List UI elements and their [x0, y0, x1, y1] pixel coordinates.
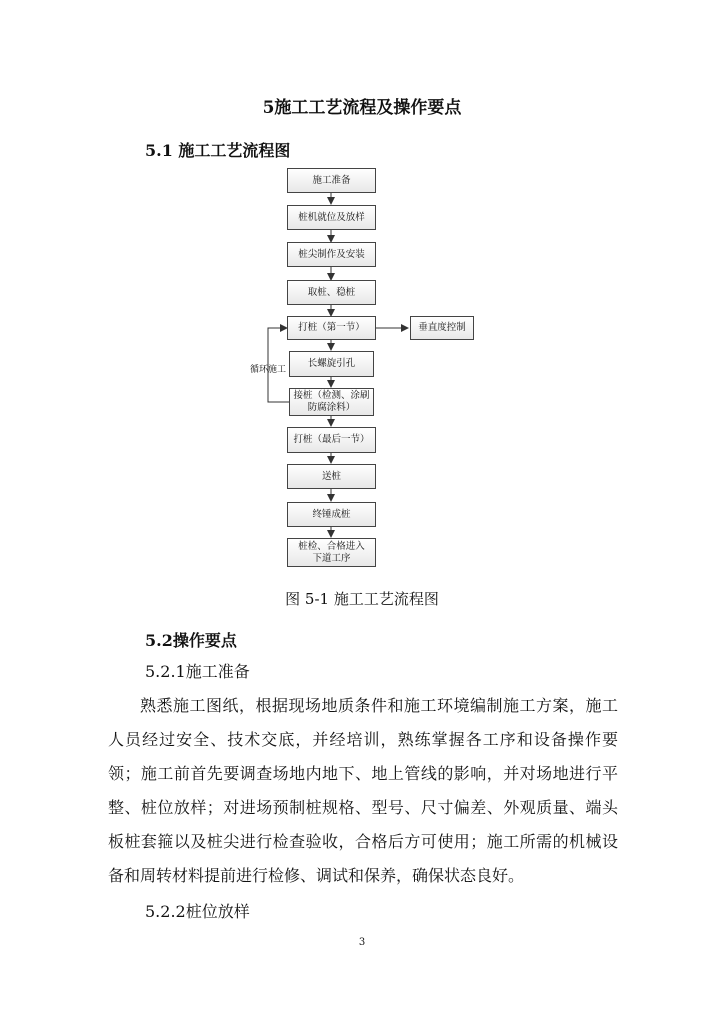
flow-box-6: 长螺旋引孔 — [289, 351, 374, 377]
flow-box-3: 桩尖制作及安装 — [287, 242, 376, 267]
flow-box-4: 取桩、稳桩 — [287, 280, 376, 305]
flow-box-8: 打桩（最后一节） — [287, 427, 376, 453]
section-heading-5-2: 5.2操作要点 — [145, 631, 237, 650]
page-title: 5施工工艺流程及操作要点 — [262, 98, 462, 118]
body-paragraph — [108, 689, 618, 893]
section-heading-5-2-2: 5.2.2桩位放样 — [145, 902, 250, 921]
flow-box-7: 接桩（检测、涂刷防腐涂料） — [289, 388, 374, 416]
flow-box-10: 终锤成桩 — [287, 502, 376, 527]
flow-box-11: 桩检、合格进入下道工序 — [287, 538, 376, 567]
flow-loop-label: 循环施工 — [250, 365, 287, 375]
flow-side-box: 垂直度控制 — [410, 316, 474, 340]
flow-box-2: 桩机就位及放样 — [287, 205, 376, 230]
figure-caption: 图 5-1 施工工艺流程图 — [285, 590, 439, 608]
flow-box-9: 送桩 — [287, 464, 376, 489]
section-heading-5-1: 5.1 施工工艺流程图 — [145, 141, 291, 160]
paragraph-5-2-1: 熟悉施工图纸，根据现场地质条件和施工环境编制施工方案，施工人员经过安全、技术交底，并经培训，熟练掌握各工序和设备操作要领；施工前首先要调查场地内地下、地上管线的影响，并对场地进行平整、桩位放样；对进场预制桩规格、型号、尺寸偏差、外观质量、端头板桩套箍以及桩尖进行检查验收，合格后方可使用；施工所需的机械设备和周转材料提前进行检修、调试和保养，确保状态良好。 — [108, 696, 618, 885]
flow-box-1: 施工准备 — [287, 168, 376, 193]
flow-box-5: 打桩（第一节） — [287, 316, 376, 340]
section-heading-5-2-1: 5.2.1施工准备 — [145, 662, 250, 681]
page-number: 3 — [358, 937, 366, 948]
